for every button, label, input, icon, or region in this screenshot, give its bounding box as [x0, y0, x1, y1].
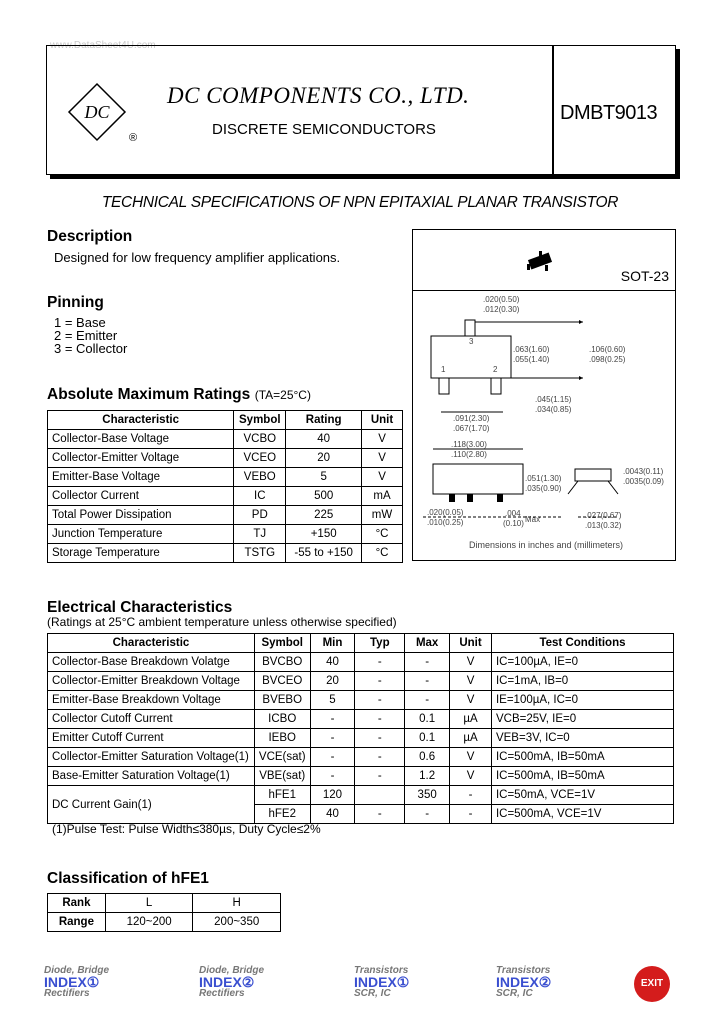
table-header-row [48, 634, 674, 653]
table-header: Test Conditions [491, 634, 673, 653]
abs-max-condition: (TA=25°C) [254, 388, 311, 402]
dimensions-note: Dimensions in inches and (millimeters) [469, 540, 624, 550]
link-bot: Rectifiers [44, 988, 90, 999]
dc-logo-icon [67, 82, 127, 142]
pin-3-label: 3 [469, 337, 474, 346]
elec-heading: Electrical Characteristics [47, 599, 233, 616]
table-cell: IEBO [254, 729, 310, 748]
table-cell: IC=50mA, VCE=1V [491, 786, 673, 805]
table-header: Symbol [234, 411, 286, 430]
table-cell: Collector-Base Breakdown Volatge [48, 653, 255, 672]
table-header: Rank [48, 894, 106, 913]
table-cell: -55 to +150 [286, 544, 362, 563]
table-cell: VBE(sat) [254, 767, 310, 786]
table-cell: 40 [310, 805, 355, 824]
table-row [48, 672, 674, 691]
classification-table [47, 893, 281, 932]
pin-3: 3 = Collector [54, 341, 128, 356]
watermark: www.DataSheet4U.com [50, 40, 156, 51]
table-cell: V [362, 449, 403, 468]
dim-d10: .067(1.70) [453, 424, 490, 433]
table-cell: IE=100µA, IC=0 [491, 691, 673, 710]
table-header: Typ [355, 634, 405, 653]
table-cell: VCB=25V, IE=0 [491, 710, 673, 729]
elec-table [47, 633, 674, 824]
table-cell: - [405, 805, 450, 824]
table-cell: Emitter Cutoff Current [48, 729, 255, 748]
table-cell: - [355, 748, 405, 767]
table-cell: - [355, 805, 405, 824]
table-cell: VEBO [234, 468, 286, 487]
table-cell: IC [234, 487, 286, 506]
table-cell: 40 [286, 430, 362, 449]
table-cell: mW [362, 506, 403, 525]
pinning-heading: Pinning [47, 294, 104, 311]
table-row [48, 487, 403, 506]
dim-d23: .013(0.32) [585, 521, 622, 530]
dim-d4: .055(1.40) [513, 355, 550, 364]
link-top: Diode, Bridge [199, 965, 265, 976]
header-left [47, 46, 554, 174]
table-cell: V [362, 468, 403, 487]
table-header: Min [310, 634, 355, 653]
table-cell: - [405, 653, 450, 672]
table-row [48, 748, 674, 767]
table-cell: - [310, 729, 355, 748]
link-top: Diode, Bridge [44, 965, 110, 976]
table-cell: Total Power Dissipation [48, 506, 234, 525]
table-row [48, 544, 403, 563]
table-cell: 120 [310, 786, 355, 805]
table-cell: BVCEO [254, 672, 310, 691]
table-cell: °C [362, 544, 403, 563]
link-mid: INDEX② [199, 974, 255, 990]
page-title: TECHNICAL SPECIFICATIONS OF NPN EPITAXIAL PLANAR TRANSISTOR [101, 194, 619, 211]
table-cell: Collector Current [48, 487, 234, 506]
link-bot: SCR, IC [354, 988, 391, 999]
header-box [46, 45, 676, 175]
dim-d18: .010(0.25) [427, 518, 464, 527]
table-cell: +150 [286, 525, 362, 544]
dim-d1: .020(0.50) [483, 295, 520, 304]
table-row [48, 786, 674, 805]
table-cell: 350 [405, 786, 450, 805]
table-header-row [48, 894, 281, 913]
table-cell: 0.1 [405, 710, 450, 729]
table-cell: Storage Temperature [48, 544, 234, 563]
pin-1-label: 1 [441, 365, 446, 374]
table-cell: IC=500mA, IB=50mA [491, 748, 673, 767]
abs-max-heading-row [47, 386, 311, 404]
table-cell: 5 [286, 468, 362, 487]
link-bot: Rectifiers [199, 988, 245, 999]
table-cell: Collector-Base Voltage [48, 430, 234, 449]
exit-button[interactable]: EXIT [634, 966, 670, 1002]
table-cell: mA [362, 487, 403, 506]
table-cell: V [450, 748, 492, 767]
svg-text:DC: DC [84, 102, 110, 122]
table-cell [355, 786, 405, 805]
table-cell: - [355, 767, 405, 786]
table-cell: 20 [286, 449, 362, 468]
dim-d22: .027(0.67) [585, 511, 622, 520]
table-cell: Collector-Emitter Saturation Voltage(1) [48, 748, 255, 767]
dim-d5: .106(0.60) [589, 345, 626, 354]
table-cell: - [355, 691, 405, 710]
table-row [48, 653, 674, 672]
dim-d20: (0.10) [503, 519, 524, 528]
table-cell: L [105, 894, 193, 913]
pin-1: 1 = Base [54, 315, 106, 330]
table-cell: - [355, 710, 405, 729]
dim-d8: .034(0.85) [535, 405, 572, 414]
dim-d19: .004 [505, 509, 521, 518]
table-row [48, 767, 674, 786]
index-link-diode-1[interactable] [44, 965, 134, 999]
table-cell: H [193, 894, 281, 913]
table-cell: 1.2 [405, 767, 450, 786]
table-row [48, 468, 403, 487]
dim-d9: .091(2.30) [453, 414, 490, 423]
table-cell: Collector Cutoff Current [48, 710, 255, 729]
table-header: Symbol [254, 634, 310, 653]
dim-d12: .110(2.80) [451, 450, 487, 459]
table-cell: 0.6 [405, 748, 450, 767]
table-row [48, 913, 281, 932]
table-cell: - [355, 653, 405, 672]
table-cell: VCE(sat) [254, 748, 310, 767]
table-cell: IC=1mA, IB=0 [491, 672, 673, 691]
link-top: Transistors [354, 965, 409, 976]
index-link-diode-2[interactable] [199, 965, 289, 999]
dim-d13: .051(1.30) [525, 474, 562, 483]
table-cell: hFE1 [254, 786, 310, 805]
table-cell: Collector-Emitter Voltage [48, 449, 234, 468]
sot23-package-icon [525, 250, 557, 272]
table-cell: 225 [286, 506, 362, 525]
table-header: Range [48, 913, 106, 932]
table-row [48, 525, 403, 544]
table-cell: V [450, 672, 492, 691]
table-cell: V [450, 653, 492, 672]
classification-heading: Classification of hFE1 [47, 870, 209, 887]
table-cell: Emitter-Base Voltage [48, 468, 234, 487]
dim-d14: .035(0.90) [525, 484, 562, 493]
table-cell: - [310, 748, 355, 767]
package-box [412, 229, 676, 291]
table-cell: - [310, 767, 355, 786]
table-cell: IC=100µA, IE=0 [491, 653, 673, 672]
table-cell: °C [362, 525, 403, 544]
abs-max-table [47, 410, 403, 563]
table-cell: V [362, 430, 403, 449]
table-cell: - [355, 729, 405, 748]
table-cell: - [405, 672, 450, 691]
table-cell: 0.1 [405, 729, 450, 748]
table-cell: Collector-Emitter Breakdown Voltage [48, 672, 255, 691]
registered-mark: ® [129, 132, 138, 144]
description-heading: Description [47, 228, 133, 245]
table-header: Characteristic [48, 634, 255, 653]
table-header: Characteristic [48, 411, 234, 430]
table-cell: - [450, 805, 492, 824]
table-row [48, 691, 674, 710]
dim-d21: Max [525, 515, 541, 524]
table-header-row [48, 411, 403, 430]
table-cell: µA [450, 710, 492, 729]
description-text: Designed for low frequency amplifier applications. [54, 250, 341, 265]
table-cell: VCBO [234, 430, 286, 449]
table-cell: 500 [286, 487, 362, 506]
package-name: SOT-23 [620, 268, 669, 284]
table-cell: VCEO [234, 449, 286, 468]
table-cell: Base-Emitter Saturation Voltage(1) [48, 767, 255, 786]
table-row [48, 449, 403, 468]
company-subtitle: DISCRETE SEMICONDUCTORS [212, 121, 436, 138]
table-cell: 120~200 [105, 913, 193, 932]
table-cell: ICBO [254, 710, 310, 729]
table-cell: Junction Temperature [48, 525, 234, 544]
table-cell: V [450, 767, 492, 786]
company-name: DC COMPONENTS CO., LTD. [167, 83, 470, 108]
dim-d11: .118(3.00) [451, 440, 487, 449]
elec-note: (Ratings at 25°C ambient temperature unless otherwise specified) [47, 615, 397, 629]
pin-2-label: 2 [493, 365, 498, 374]
table-header: Unit [362, 411, 403, 430]
table-cell: VEB=3V, IC=0 [491, 729, 673, 748]
table-cell: TSTG [234, 544, 286, 563]
table-cell: IC=500mA, IB=50mA [491, 767, 673, 786]
link-mid: INDEX② [496, 974, 552, 990]
table-cell: 200~350 [193, 913, 281, 932]
table-header: Max [405, 634, 450, 653]
dim-d2: .012(0.30) [483, 305, 520, 314]
dim-d3: .063(1.60) [513, 345, 550, 354]
abs-max-heading: Absolute Maximum Ratings [47, 386, 251, 403]
table-cell: PD [234, 506, 286, 525]
table-cell: - [450, 786, 492, 805]
table-header: Rating [286, 411, 362, 430]
table-cell: hFE2 [254, 805, 310, 824]
table-cell: - [310, 710, 355, 729]
table-header: Unit [450, 634, 492, 653]
table-cell: µA [450, 729, 492, 748]
footnote: (1)Pulse Test: Pulse Width≤380µs, Duty Cycle≤2% [52, 822, 321, 836]
table-cell: 5 [310, 691, 355, 710]
dimension-drawing [412, 289, 676, 561]
table-cell: DC Current Gain(1) [48, 786, 255, 824]
dim-d6: .098(0.25) [589, 355, 626, 364]
table-cell: - [405, 691, 450, 710]
table-cell: - [355, 672, 405, 691]
link-mid: INDEX① [44, 974, 100, 990]
table-row [48, 430, 403, 449]
table-cell: V [450, 691, 492, 710]
table-row [48, 729, 674, 748]
table-cell: BVEBO [254, 691, 310, 710]
table-cell: IC=500mA, VCE=1V [491, 805, 673, 824]
index-link-transistor-1[interactable] [354, 965, 444, 999]
dim-d15: .0043(0.11) [623, 467, 664, 476]
table-cell: 40 [310, 653, 355, 672]
index-link-transistor-2[interactable] [496, 965, 586, 999]
dim-d17: .020(0.05) [427, 508, 464, 517]
dim-d7: .045(1.15) [535, 395, 572, 404]
table-cell: Emitter-Base Breakdown Voltage [48, 691, 255, 710]
pin-2: 2 = Emitter [54, 328, 118, 343]
pin-list [54, 316, 127, 355]
link-mid: INDEX① [354, 974, 410, 990]
link-top: Transistors [496, 965, 551, 976]
dim-d16: .0035(0.09) [623, 477, 664, 486]
table-cell: 20 [310, 672, 355, 691]
table-cell: TJ [234, 525, 286, 544]
table-row [48, 506, 403, 525]
table-cell: BVCBO [254, 653, 310, 672]
link-bot: SCR, IC [496, 988, 533, 999]
table-row [48, 710, 674, 729]
part-number: DMBT9013 [560, 102, 658, 124]
